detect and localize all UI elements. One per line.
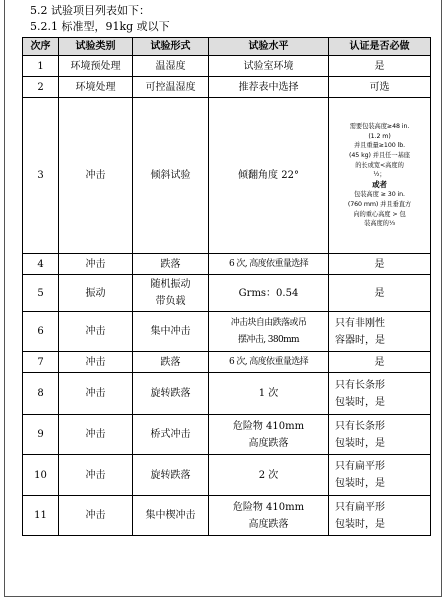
cert-line: 包装时，是 [335,437,385,449]
cell-level [209,312,329,352]
cert-line: 只有非刚性 [335,317,385,329]
cell-category: 冲击 [59,415,133,455]
table-row [23,98,431,254]
cell-level: 6 次, 高度依重量选择 [209,352,329,373]
cell-no: 3 [23,98,59,254]
form-line: 带负载 [155,296,186,307]
cell-cert: 是 [329,275,431,312]
cell-level: 1 次 [209,373,329,415]
cell-category: 环境处理 [59,77,133,98]
table-row [23,496,431,536]
cell-form [133,275,209,312]
cell-no: 11 [23,496,59,536]
cell-no: 7 [23,352,59,373]
cell-form: 跌落 [133,254,209,275]
table-row [23,352,431,373]
cell-form: 集中冲击 [133,312,209,352]
level-line: 高度跌落 [248,518,289,530]
cell-level: 6 次, 高度依重量选择 [209,254,329,275]
cell-cert [329,415,431,455]
cell-form: 跌落 [133,352,209,373]
cell-no: 6 [23,312,59,352]
cell-category: 冲击 [59,254,133,275]
cell-category: 冲击 [59,496,133,536]
level-line: 摆冲击, 380mm [238,334,299,345]
section-heading: 5.2 试验项目列表如下： [30,4,150,17]
cell-no: 1 [23,56,59,77]
cert-line: (45 kg) 并且任一基座 [349,152,410,160]
header-form: 试验形式 [133,38,209,56]
cert-line: 容器时，是 [335,334,385,346]
cert-line: 包装时，是 [335,478,385,489]
header-no: 次序 [23,38,59,56]
cell-form: 可控温湿度 [133,77,209,98]
level-line: 冲击块自由跌落或吊 [230,317,307,328]
cert-line: 只有长条形 [335,420,385,432]
cert-line: 需要包装高度≥48 in. [349,123,410,131]
cell-cert: 是 [329,352,431,373]
cert-line: 只有扁平形 [335,461,385,472]
cell-cert-condition [329,98,431,254]
cert-line: 只有扁平形 [335,501,385,513]
level-line: 危险物 410mm [232,420,305,432]
cell-level: 试验室环境 [209,56,329,77]
cert-line: 包装时，是 [335,518,385,530]
cert-line: 包装高度 ≥ 30 in. [354,191,405,199]
level-line: 高度跌落 [248,437,289,449]
cert-line-or: 或者 [372,179,387,189]
cert-line: 包装时，是 [335,396,385,408]
header-category: 试验类别 [59,38,133,56]
cell-no: 8 [23,373,59,415]
cert-line: (1.2 m) [368,132,391,140]
table-header-row [23,38,431,56]
cert-line: 并且重量≥100 lb. [353,142,406,150]
cell-no: 2 [23,77,59,98]
cell-level: 倾翻角度 22° [209,98,329,254]
cell-no: 10 [23,455,59,496]
cell-cert: 是 [329,56,431,77]
cell-category: 冲击 [59,312,133,352]
cell-no: 9 [23,415,59,455]
cert-line: 向的重心高度 > 包 [353,210,406,218]
cell-form: 旋转跌落 [133,455,209,496]
table-row [23,455,431,496]
table-row [23,56,431,77]
cell-category: 冲击 [59,455,133,496]
header-cert: 认证是否必做 [329,38,431,56]
cert-line: 的长或宽<高度的 [355,161,404,169]
table-row [23,373,431,415]
cell-cert [329,373,431,415]
section-subheading: 5.2.1 标准型，91kg 或以下 [30,20,170,33]
cert-line: 只有长条形 [335,379,385,391]
test-items-table [22,37,431,536]
cert-line: ½； [373,171,386,179]
cell-no: 4 [23,254,59,275]
cell-form: 桥式冲击 [133,415,209,455]
cell-no: 5 [23,275,59,312]
cell-level: 推荐表中选择 [209,77,329,98]
cell-form: 倾斜试验 [133,98,209,254]
cell-category: 振动 [59,275,133,312]
form-line: 随机振动 [150,279,191,290]
table-row [23,275,431,312]
cell-form: 温湿度 [133,56,209,77]
cell-cert [329,312,431,352]
table-row [23,312,431,352]
level-line: 危险物 410mm [232,501,305,513]
cert-line: (760 mm) 并且垂直方 [347,200,412,208]
cell-level [209,415,329,455]
cell-cert: 是 [329,254,431,275]
cell-form: 旋转跌落 [133,373,209,415]
cell-level [209,496,329,536]
table-row [23,415,431,455]
table-row [23,254,431,275]
cell-category: 冲击 [59,98,133,254]
cert-line: 装高度的⅓ [364,220,395,228]
cell-category: 冲击 [59,373,133,415]
cell-form: 集中楔冲击 [133,496,209,536]
table-row [23,77,431,98]
cell-category: 环境预处理 [59,56,133,77]
cell-level: Grms：0.54 [209,275,329,312]
header-level: 试验水平 [209,38,329,56]
cell-cert [329,496,431,536]
cell-cert [329,455,431,496]
cell-level: 2 次 [209,455,329,496]
cell-category: 冲击 [59,352,133,373]
cell-cert: 可选 [329,77,431,98]
